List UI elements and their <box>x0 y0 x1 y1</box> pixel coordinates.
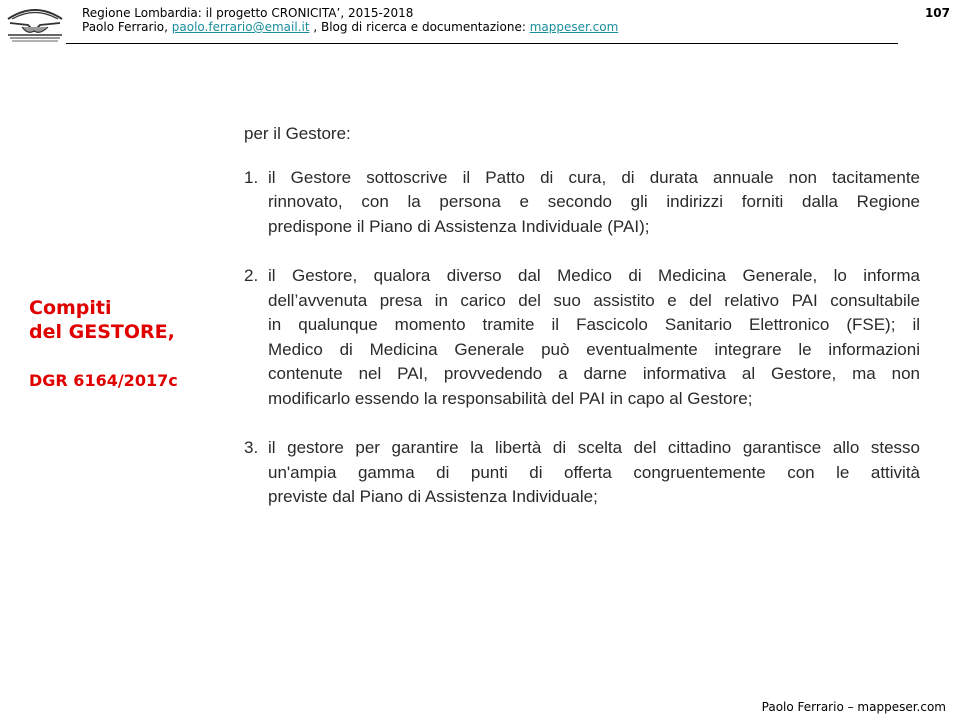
slide-title <box>29 296 175 344</box>
list-item-number: 3. <box>244 438 259 457</box>
header-text <box>82 6 618 34</box>
header-blog-label: , Blog di ricerca e documentazione: <box>309 20 530 34</box>
document-intro: per il Gestore: <box>244 124 351 143</box>
list-item <box>244 264 920 411</box>
page-number: 107 <box>924 6 950 20</box>
list-item-number: 1. <box>244 167 259 187</box>
email-link[interactable]: paolo.ferrario@email.it <box>171 20 310 34</box>
slide-subtitle: DGR 6164/2017c <box>29 371 178 390</box>
list-item-line: il Gestore sottoscrive il Patto di cura, di durata annuale non tacitamente <box>268 167 920 187</box>
header-title: Regione Lombardia: il progetto CRONICITA’, 2015-2018 <box>82 6 414 20</box>
list-item-line: il Gestore, qualora diverso dal Medico di Medicina Generale, lo informa <box>268 266 920 285</box>
list-item-line: rinnovato, con la persona e secondo gli indirizzi forniti dalla Regione <box>268 192 920 211</box>
list-item-number: 2. <box>244 266 259 285</box>
list-item-line: dell’avvenuta presa in carico del suo assistito e del relativo PAI consultabile <box>268 290 920 310</box>
list-item-line: previste dal Piano di Assistenza Individuale; <box>268 487 598 506</box>
list-item <box>244 436 920 510</box>
slide-title-line-2: del GESTORE, <box>29 321 175 343</box>
document-list <box>244 166 920 510</box>
list-item-line: contenute nel PAI, provvedendo a darne informativa al Gestore, ma non <box>268 364 920 383</box>
slide-title-line-1: Compiti <box>29 297 112 319</box>
list-item-line: un'ampia gamma di punti di offerta congruentemente con le attività <box>268 462 920 482</box>
footer-credit: Paolo Ferrario – mappeser.com <box>761 700 946 714</box>
blog-link[interactable]: mappeser.com <box>529 20 619 34</box>
header-author-line <box>82 20 618 34</box>
header-divider <box>66 43 898 44</box>
list-item-line: predispone il Piano di Assistenza Individuale (PAI); <box>268 216 650 236</box>
list-item-line: il gestore per garantire la libertà di scelta del cittadino garantisce allo stesso <box>268 438 920 457</box>
list-item <box>244 166 920 240</box>
header-author: Paolo Ferrario, <box>82 20 172 34</box>
list-item-line: Medico di Medicina Generale può eventualmente integrare le informazioni <box>268 339 920 359</box>
handshake-logo-icon <box>4 3 66 43</box>
document-excerpt <box>244 122 920 535</box>
list-item-line: in qualunque momento tramite il Fascicolo Sanitario Elettronico (FSE); il <box>268 315 920 334</box>
list-item-line: modificarlo essendo la responsabilità del PAI in capo al Gestore; <box>268 388 753 408</box>
